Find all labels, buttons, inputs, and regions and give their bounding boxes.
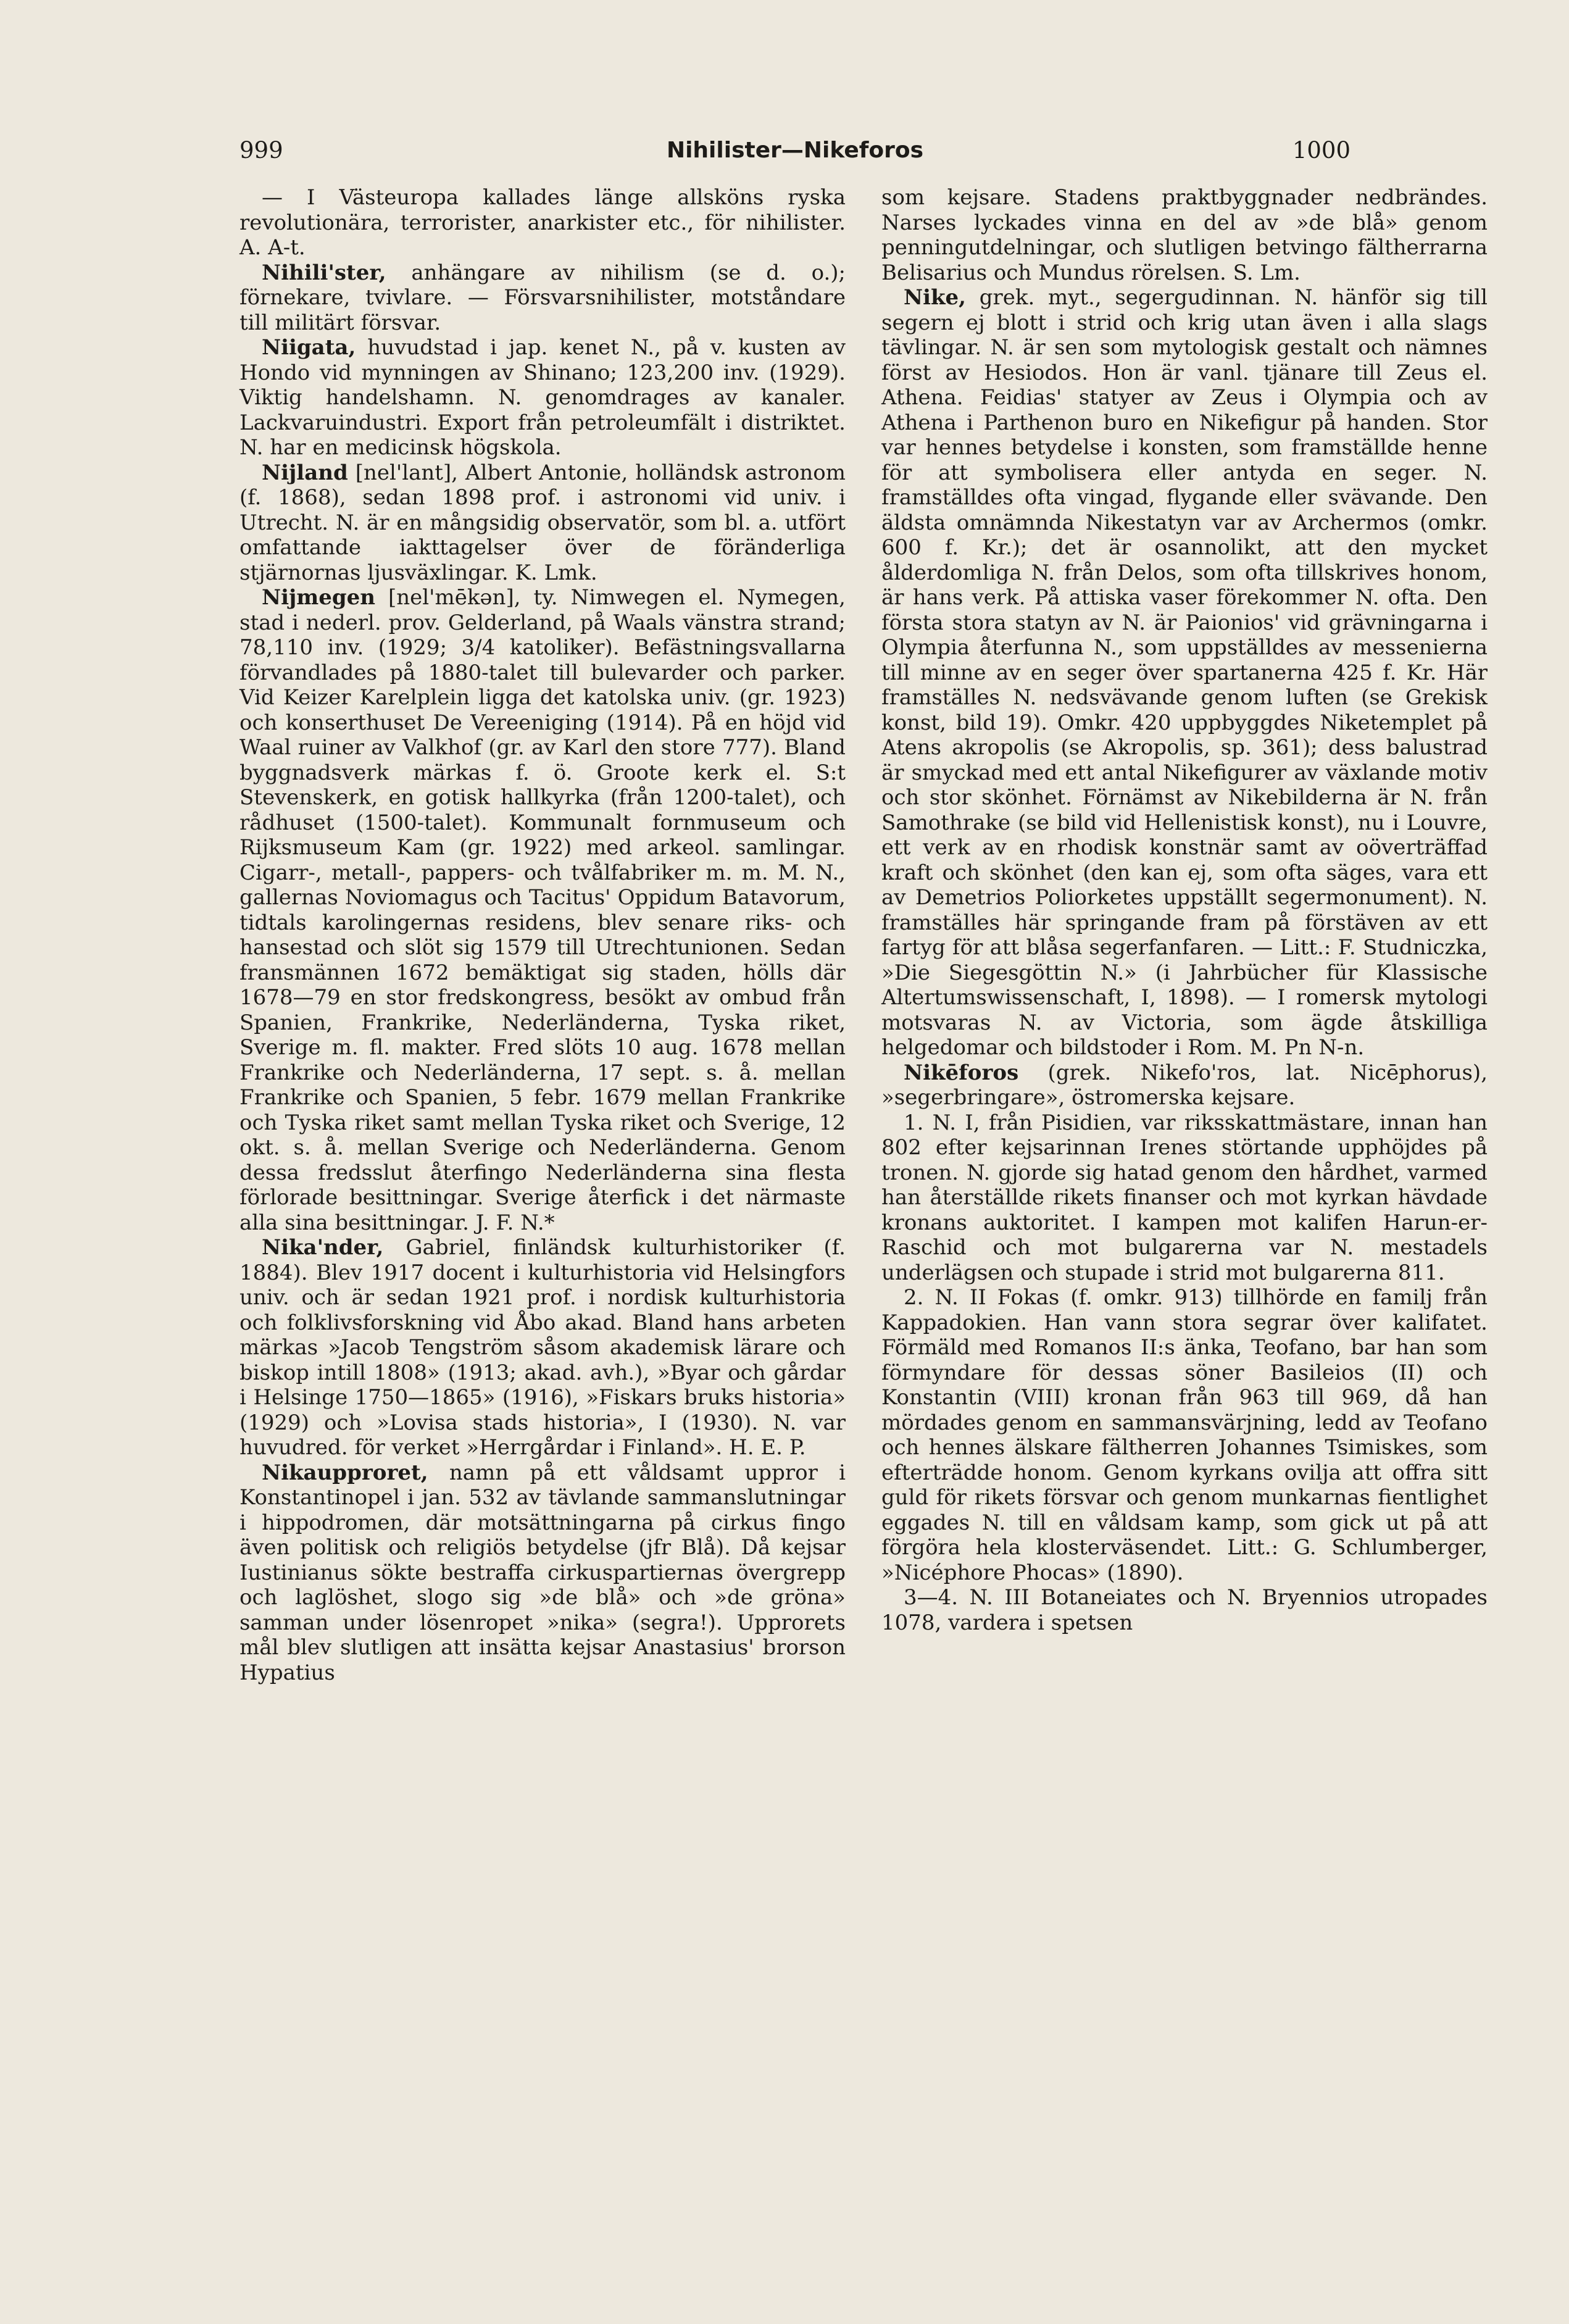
- page-number-left: 999: [239, 137, 283, 164]
- entry-headword: Nijmegen: [262, 585, 376, 610]
- entry-text: N., gallernas Noviomagus och Tacitus' Oppidum Batavorum, tidtals karolingernas residens, blev senare riks- och hansestad och slöt sig 1579 till Utrechtunionen. Sedan fransmännen 1672 bemäktigat sig staden, hölls där 1678—79 en stor fredskongress, besökt av ombud från Spanien, Frankrike, Nederländerna, Tyska riket, Sverige m. fl. makter. Fred slöts 10 aug. 1678 mellan Frankrike och Nederländerna, 17 sept. s. å. mellan Frankrike och Spanien, 5 febr. 1679 mellan Frankrike och Tyska riket samt mellan Tyska riket och Sverige, 12 okt. s. å. mellan Sverige och Nederländerna. Genom dessa fredsslut återfingo Nederländerna sina flesta förlorade besittningar. Sverige återfick i det närmaste alla sina besittningar.: [239, 860, 846, 1235]
- entry-headword: Niigata,: [262, 335, 356, 360]
- entry-nikeforos: [881, 1060, 1488, 1110]
- entry-headword: Nihili'ster,: [262, 260, 386, 285]
- entry-nijmegen: [239, 585, 846, 1235]
- entry-nikander: [239, 1235, 846, 1460]
- page-number-right: 1000: [1292, 137, 1351, 164]
- entry-text: [nel'lant], Albert Antonie, holländsk astronom (f. 1868), sedan 1898 prof. i astronomi vid univ. i Utrecht. N. är en mångsidig observatör, som bl. a. utfört omfattande iakttagelser över de föränderliga stjärnornas ljusväxlingar.: [239, 460, 846, 585]
- entry-text: Gabriel, finländsk kulturhistoriker (f. 1884). Blev 1917 docent i kulturhistoria vid Helsingfors univ. och är sedan 1921 prof. i nordisk kulturhistoria och folklivsforskning vid Åbo akad. Bland hans arbeten märkas »Jacob Tengström såsom akademisk lärare och biskop intill 1808» (1913; akad. avh.), »Byar och gårdar i Helsinge 1750—1865» (1916), »Fiskars bruks historia» (1929) och »Lovisa stads historia», I (1930). N. var huvudred. för verket »Herrgårdar i Finland».: [239, 1235, 846, 1460]
- entry-nikaupproret: [239, 1460, 846, 1686]
- entry-headword: Nikēforos: [904, 1060, 1019, 1085]
- entry-text: [nel'mēkən], ty. Nimwegen el. Nymegen, stad i nederl. prov. Gelderland, på Waals vänstra strand; 78,110 inv. (1929; 3/4 katoliker). Befästningsvallarna förvandlades på 1880-talet till bulevarder och parker. Vid Keizer Karelplein ligga det katolska univ. (gr. 1923) och konserthuset De Vereeniging (1914). På en höjd vid Waal ruiner av Valkhof (gr. av Karl den store 777). Bland byggnadsverk märkas f. ö. Groote kerk el. S:t Stevenskerk, en gotisk hallkyrka (från 1200-talet), och rådhuset (1500-talet). Kommunalt fornmuseum och Rijksmuseum Kam (gr. 1922) med arkeol. samlingar. Cigarr-, metall-, pappers- och tvålfabriker m. m.: [239, 585, 846, 885]
- entry-text: (grek. Nikefo'ros, lat. Nicēphorus), »segerbringare», östromerska kejsare.: [881, 1060, 1488, 1110]
- entry-nike: [881, 285, 1488, 1060]
- author-signature: M.: [777, 860, 806, 885]
- entry-text: 3—4. N. III Botaneiates och N. Bryennios utropades 1078, vardera i spetsen: [881, 1585, 1488, 1635]
- entry-nihilister-continuation: [239, 185, 846, 260]
- author-signature: M. Pn N-n.: [1249, 1035, 1365, 1060]
- entry-nikeforos-3-4: [881, 1585, 1488, 1635]
- entry-headword: Nikaupproret,: [262, 1460, 428, 1485]
- entry-niigata: [239, 335, 846, 460]
- entry-nijland: [239, 460, 846, 586]
- right-column: [881, 185, 1488, 1635]
- entry-text: — I Västeuropa kallades länge allsköns ryska revolutionära, terrorister, anarkister etc., för nihilister.: [239, 185, 846, 235]
- entry-nihilist: [239, 260, 846, 336]
- author-signature: K. Lmk.: [515, 560, 597, 585]
- author-signature: A. A-t.: [239, 235, 306, 260]
- entry-headword: Nike,: [904, 285, 967, 310]
- entry-text: 2. N. II Fokas (f. omkr. 913) tillhörde en familj från Kappadokien. Han vann stora segrar över kalifatet. Förmäld med Romanos II:s änka, Teofano, bar han som förmyndare för dessas söner Basileios (II) och Konstantin (VIII) kronan från 963 till 969, då han mördades genom en sammansvärjning, ledd av Teofano och hennes älskare fältherren Johannes Tsimiskes, som efterträdde honom. Genom kyrkans ovilja att offra sitt guld för rikets försvar och genom munkarnas fientlighet eggades N. till en våldsam kamp, som gick ut på att förgöra hela klosterväsendet. Litt.: G. Schlumberger, »Nicéphore Phocas» (1890).: [881, 1285, 1488, 1585]
- entry-text: anhängare av nihilism (se d. o.); förnekare, tvivlare. — Försvarsnihilister, motståndare till militärt försvar.: [239, 260, 846, 335]
- left-column: [239, 185, 846, 1685]
- entry-text: som kejsare. Stadens praktbyggnader nedbrändes. Narses lyckades vinna en del av »de blå» genom penningutdelningar, och slutligen betvingo fältherrarna Belisarius och Mundus rörelsen.: [881, 185, 1488, 285]
- entry-nikeforos-2: [881, 1285, 1488, 1585]
- running-title: Nihilister—Nikeforos: [666, 138, 924, 163]
- entry-text: namn på ett våldsamt uppror i Konstantinopel i jan. 532 av tävlande sammanslutningar i hippodromen, där motsättningarna på cirkus fingo även politisk och religiös betydelse (jfr Blå). Då kejsar Iustinianus sökte bestraffa cirkuspartiernas övergrepp och laglöshet, slogo sig »de blå» och »de gröna» samman under lösenropet »nika» (segra!). Upprorets mål blev slutligen att insätta kejsar Anastasius' brorson Hypatius: [239, 1460, 846, 1685]
- author-signature: H. E. P.: [729, 1435, 806, 1460]
- entry-nikeforos-1: [881, 1110, 1488, 1286]
- entry-text: grek. myt., segergudinnan. N. hänför sig till segern ej blott i strid och krig utan även i alla slags tävlingar. N. är sen som mytologisk gestalt och nämnes först av Hesiodos. Hon är vanl. tjänare till Zeus el. Athena. Feidias' statyer av Zeus i Olympia och av Athena i Parthenon buro en Nikefigur på handen. Stor var hennes betydelse i konsten, som framställde henne för att symbolisera eller antyda en seger. N. framställdes ofta vingad, flygande eller svävande. Den äldsta omnämnda Nikestatyn var av Archermos (omkr. 600 f. Kr.); det är osannolikt, att den mycket ålderdomliga N. från Delos, som ofta tillskrives honom, är hans verk. På attiska vaser förekommer N. ofta. Den första stora statyn av N. är Paionios' vid grävningarna i Olympia återfunna N., som uppställdes av messenierna till minne av en seger över spartanerna 425 f. Kr. Här framställes N. nedsvävande genom luften (se Grekisk konst, bild 19). Omkr. 420 uppbyggdes Niketemplet på Atens akropolis (se Akropolis, sp. 361); dess balustrad är smyckad med ett antal Nikefigurer av växlande motiv och stor skönhet. Förnämst av Nikebilderna är N. från Samothrake (se bild vid Hellenistisk konst), nu i Louvre, ett verk av en rhodisk konstnär samt av oöverträffad kraft och skönhet (den kan ej, som ofta säges, vara ett av Demetrios Poliorketes uppställt segermonument). N. framställes här springande fram på förstäven av ett fartyg för att blåsa segerfanfaren. — Litt.: F. Studniczka, »Die Siegesgöttin N.» (i Jahrbücher für Klassische Altertumswissenschaft, I, 1898). — I romersk mytologi motsvaras N. av Victoria, som ägde åtskilliga helgedomar och bildstoder i Rom.: [881, 285, 1488, 1060]
- author-signature: S. Lm.: [1233, 260, 1301, 285]
- entry-text: 1. N. I, från Pisidien, var riksskattmästare, innan han 802 efter kejsarinnan Irenes störtande upphöjdes på tronen. N. gjorde sig hatad genom den hårdhet, varmed han återställde rikets finanser och mot kyrkan hävdade kronans auktoritet. I kampen mot kalifen Harun-er-Raschid och mot bulgarerna var N. mestadels underlägsen och stupade i strid mot bulgarerna 811.: [881, 1110, 1488, 1285]
- page-header: [239, 132, 1351, 169]
- entry-nikaupproret-continuation: [881, 185, 1488, 285]
- author-signature: J. F. N.*: [475, 1210, 555, 1235]
- entry-headword: Nika'nder,: [262, 1235, 384, 1260]
- entry-headword: Nijland: [262, 460, 348, 485]
- entry-text: huvudstad i jap. kenet N., på v. kusten av Hondo vid mynningen av Shinano; 123,200 inv. (1929). Viktig handelshamn. N. genomdrages av kanaler. Lackvaruindustri. Export från petroleumfält i distriktet. N. har en medicinsk högskola.: [239, 335, 846, 460]
